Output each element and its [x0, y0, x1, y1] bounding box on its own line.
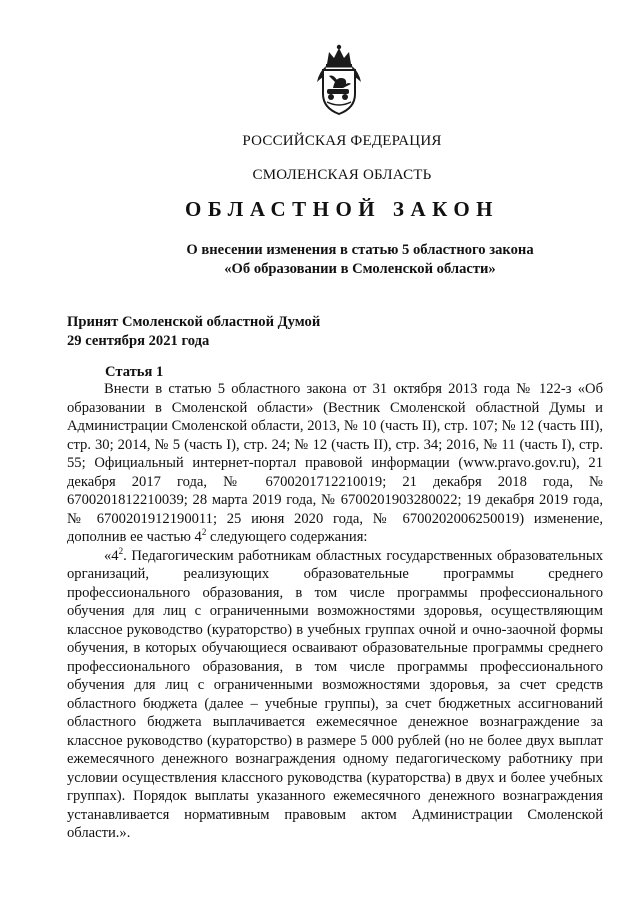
- paragraph-2-prefix: «4: [104, 547, 119, 564]
- smolensk-coat-of-arms-icon: [313, 42, 365, 118]
- article-body: [67, 380, 603, 843]
- law-subtitle: [40, 241, 640, 279]
- paragraph-1-superscript: 2: [201, 527, 207, 538]
- law-subtitle-line-2: «Об образовании в Смоленской области»: [224, 261, 496, 277]
- country-title: РОССИЙСКАЯ ФЕДЕРАЦИЯ: [242, 133, 442, 149]
- document-type-title: ОБЛАСТНОЙ ЗАКОН: [184, 197, 499, 221]
- region-title: СМОЛЕНСКАЯ ОБЛАСТЬ: [252, 167, 432, 183]
- adoption-info: [67, 313, 320, 351]
- adoption-date: 29 сентября 2021 года: [67, 333, 210, 349]
- adoption-body: Принят Смоленской областной Думой: [67, 314, 321, 330]
- law-subtitle-line-1: О внесении изменения в статью 5 областного закона: [186, 242, 534, 258]
- paragraph-1-tail: следующего содержания:: [206, 529, 368, 545]
- paragraph-1-text: Внести в статью 5 областного закона от 31 октября 2013 года № 122-з «Об образовании в Смоленской области» (Вестник Смоленской областной Думы и Администрации Смоленской области, 2013, № 10 (часть II), стр. 107; № 12 (часть III), стр. 30; 2014, № 5 (часть I), стр. 24; № 12 (часть II), стр. 34; 2016, № 11 (часть I), стр. 55; Официальный интернет-портал правовой информации (www.pravo.gov.ru), 21 декабря 2017 года, № 6700201712210019; 21 декабря 2018 года, № 6700201812210039; 28 марта 2019 года, № 6700201903280022; 19 декабря 2019 года, № 6700201912190011; 25 июня 2020 года, № 6700202006250019) изменение, дополнив ее частью 4: [67, 381, 603, 545]
- article-paragraph-1: [67, 380, 603, 547]
- article-paragraph-2: [67, 547, 603, 843]
- article-heading: Статья 1: [105, 364, 164, 380]
- paragraph-2-superscript: 2: [118, 545, 124, 556]
- paragraph-2-text: . Педагогическим работникам областных государственных образовательных организаций, реализующих образовательные программы среднего профессионального образования, в том числе программы профессионального обучения для лиц с ограниченными возможностями здоровья, осуществляющим классное руководство (кураторство) в учебных группах очной и очно-заочной формы обучения, в которых обучающиеся осваивают образовательные программы среднего профессионального образования, в том числе программы профессионального обучения для лиц с ограниченными возможностями здоровья, за счет средств областного бюджета (далее – учебные группы), за счет бюджетных ассигнований областного бюджета выплачивается ежемесячное денежное вознаграждение за классное руководство (кураторство) в размере 5 000 рублей (но не более двух выплат ежемесячного денежного вознаграждения одному педагогическому работнику при условии осуществления классного руководства (кураторства) в двух и более учебных группах). Порядок выплаты указанного ежемесячного денежного вознаграждения устанавливается нормативным правовым актом Администрации Смоленской области.».: [67, 547, 603, 841]
